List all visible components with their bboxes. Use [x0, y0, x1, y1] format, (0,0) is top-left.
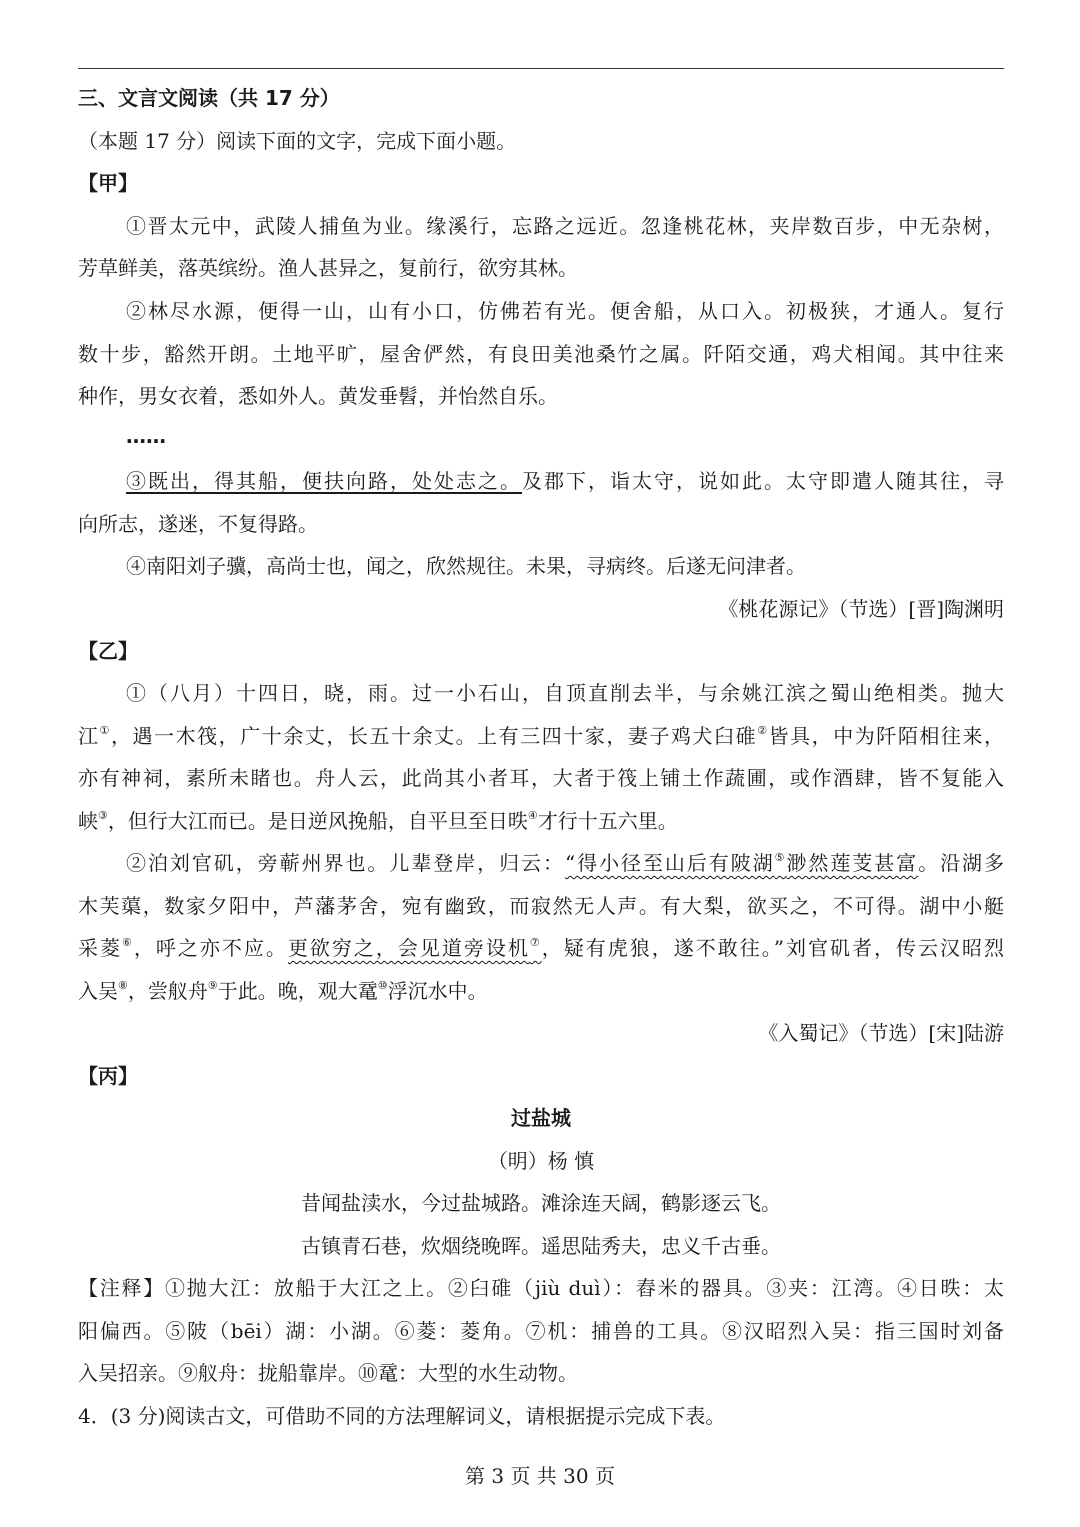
footnote-mark: ⑤: [774, 851, 787, 864]
notes-line-1: 【注释】①抛大江：放船于大江之上。②臼碓（jiù duì）：舂米的器具。③夹：江湾。④日昳：太: [78, 1276, 1004, 1300]
yi-p2-line4: [78, 976, 1004, 1006]
yi-text: ，尝舣舟: [127, 979, 208, 1003]
label-bing: 【丙】: [78, 1064, 138, 1088]
yi-text: ②泊刘官矶，旁蕲州界也。儿辈登岸，归云：: [126, 851, 565, 875]
yi-p1-line2: [78, 721, 1004, 751]
footnote-mark: ⑦: [529, 936, 542, 949]
yi-p2-line1: [126, 848, 1004, 878]
jia-p1-line1: ①晋太元中，武陵人捕鱼为业。缘溪行，忘路之远近。忽逢桃花林，夹岸数百步，中无杂树，: [126, 214, 1004, 238]
yi-text: ，疑有虎狼，遂不敢往。”刘官矶者，传云汉昭烈: [541, 936, 1005, 960]
section-title: 三、文言文阅读（共 17 分）: [78, 86, 340, 110]
jia-p4-line1: ④南阳刘子骥，高尚士也，闻之，欣然规往。未果，寻病终。后遂无问津者。: [126, 554, 806, 578]
page-footer: 第 3 页 共 30 页: [465, 1464, 615, 1488]
yi-text: 采菱: [78, 936, 123, 960]
label-jia: 【甲】: [78, 171, 138, 195]
footnote-mark: ⑧: [118, 979, 128, 992]
yi-text: 皆具，中为阡陌相往来，: [768, 724, 1005, 748]
footnote-mark: ④: [527, 809, 538, 822]
notes-line-2: 阳偏西。⑤陂（bēi）湖：小湖。⑥菱：菱角。⑦机：捕兽的工具。⑧汉昭烈入吴：指三国时刘备: [78, 1319, 1004, 1343]
footnote-mark: ⑥: [122, 936, 134, 949]
header-rule: [78, 68, 1004, 69]
yi-wavy-sentence-2: [288, 936, 542, 960]
yi-text: 才行十五六里。: [537, 809, 678, 833]
jia-p3-line1: [126, 466, 1004, 496]
footnote-mark: ⑩: [377, 979, 388, 992]
yi-text: ，呼之亦不应。: [133, 936, 288, 960]
poem-title: 过盐城: [511, 1106, 571, 1130]
footnote-mark: ①: [99, 724, 111, 737]
jia-p2-line2: 数十步，豁然开朗。土地平旷，屋舍俨然，有良田美池桑竹之属。阡陌交通，鸡犬相闻。其中往来: [78, 342, 1004, 366]
yi-text: 浮沉水中。: [387, 979, 488, 1003]
footnote-mark: ②: [757, 724, 769, 737]
jia-p1-line2: 芳草鲜美，落英缤纷。渔人甚异之，复前行，欲穷其林。: [78, 256, 578, 280]
jia-p3-line2: 向所志，遂迷，不复得路。: [78, 512, 318, 536]
poem-line-2: 古镇青石巷，炊烟绕晚晖。遥思陆秀夫，忠义千古垂。: [301, 1234, 781, 1258]
yi-text: 于此。晚，观大鼋: [217, 979, 378, 1003]
jia-p2-line3: 种作，男女衣着，悉如外人。黄发垂髫，并怡然自乐。: [78, 384, 558, 408]
yi-source: 《入蜀记》（节选）[宋]陆游: [758, 1021, 1004, 1045]
yi-text: “得小径至山后有陂湖: [564, 851, 775, 875]
yi-text: 更欲穷之，会见道旁设机: [287, 936, 530, 960]
yi-text: 。沿湖多: [918, 851, 1004, 875]
yi-p1-line4: [78, 806, 1004, 836]
jia-underlined-sentence: ③既出，得其船，便扶向路，处处志之。: [126, 469, 522, 493]
yi-text: 峡: [78, 809, 98, 833]
footnote-mark: ③: [98, 809, 108, 822]
yi-p1-line1: ①（八月）十四日，晓，雨。过一小石山，自顶直削去半，与余姚江滨之蜀山绝相类。抛大: [126, 681, 1004, 705]
footnote-mark: ⑨: [207, 979, 218, 992]
yi-text: ，但行大江而已。是日逆风挽船，自平旦至日昳: [107, 809, 528, 833]
jia-p3-line1-rest: 及郡下，诣太守，说如此。太守即遣人随其往，寻: [522, 469, 1004, 493]
yi-text: 渺然莲芰甚富: [786, 851, 919, 875]
yi-text: 入吴: [78, 979, 118, 1003]
yi-p2-line2: 木芙蕖，数家夕阳中，芦藩茅舍，宛有幽致，而寂然无人声。有大梨，欲买之，不可得。湖中小艇: [78, 894, 1004, 918]
jia-ellipsis: ……: [126, 424, 166, 448]
yi-p2-line3: [78, 933, 1004, 963]
jia-p2-line1: ②林尽水源，便得一山，山有小口，仿佛若有光。便舍船，从口入。初极狭，才通人。复行: [126, 299, 1004, 323]
jia-source: 《桃花源记》（节选）[晋]陶渊明: [718, 597, 1004, 621]
question-4: 4．(3 分)阅读古文，可借助不同的方法理解词义，请根据提示完成下表。: [78, 1404, 726, 1428]
yi-text: 江: [78, 724, 100, 748]
yi-wavy-sentence: [565, 851, 918, 875]
poem-author: （明）杨 慎: [487, 1149, 595, 1173]
yi-text: ，遇一木筏，广十余丈，长五十余丈。上有三四十家，妻子鸡犬臼碓: [110, 724, 758, 748]
notes-line-3: 入吴招亲。⑨舣舟：拢船靠岸。⑩鼋：大型的水生动物。: [78, 1361, 578, 1385]
intro-text: （本题 17 分）阅读下面的文字，完成下面小题。: [78, 129, 517, 153]
poem-line-1: 昔闻盐渎水，今过盐城路。滩涂连天阔，鹤影逐云飞。: [301, 1191, 781, 1215]
label-yi: 【乙】: [78, 639, 138, 663]
yi-p1-line3: 亦有神祠，素所未睹也。舟人云，此尚其小者耳，大者于筏上铺土作蔬圃，或作酒肆，皆不复能入: [78, 766, 1004, 790]
